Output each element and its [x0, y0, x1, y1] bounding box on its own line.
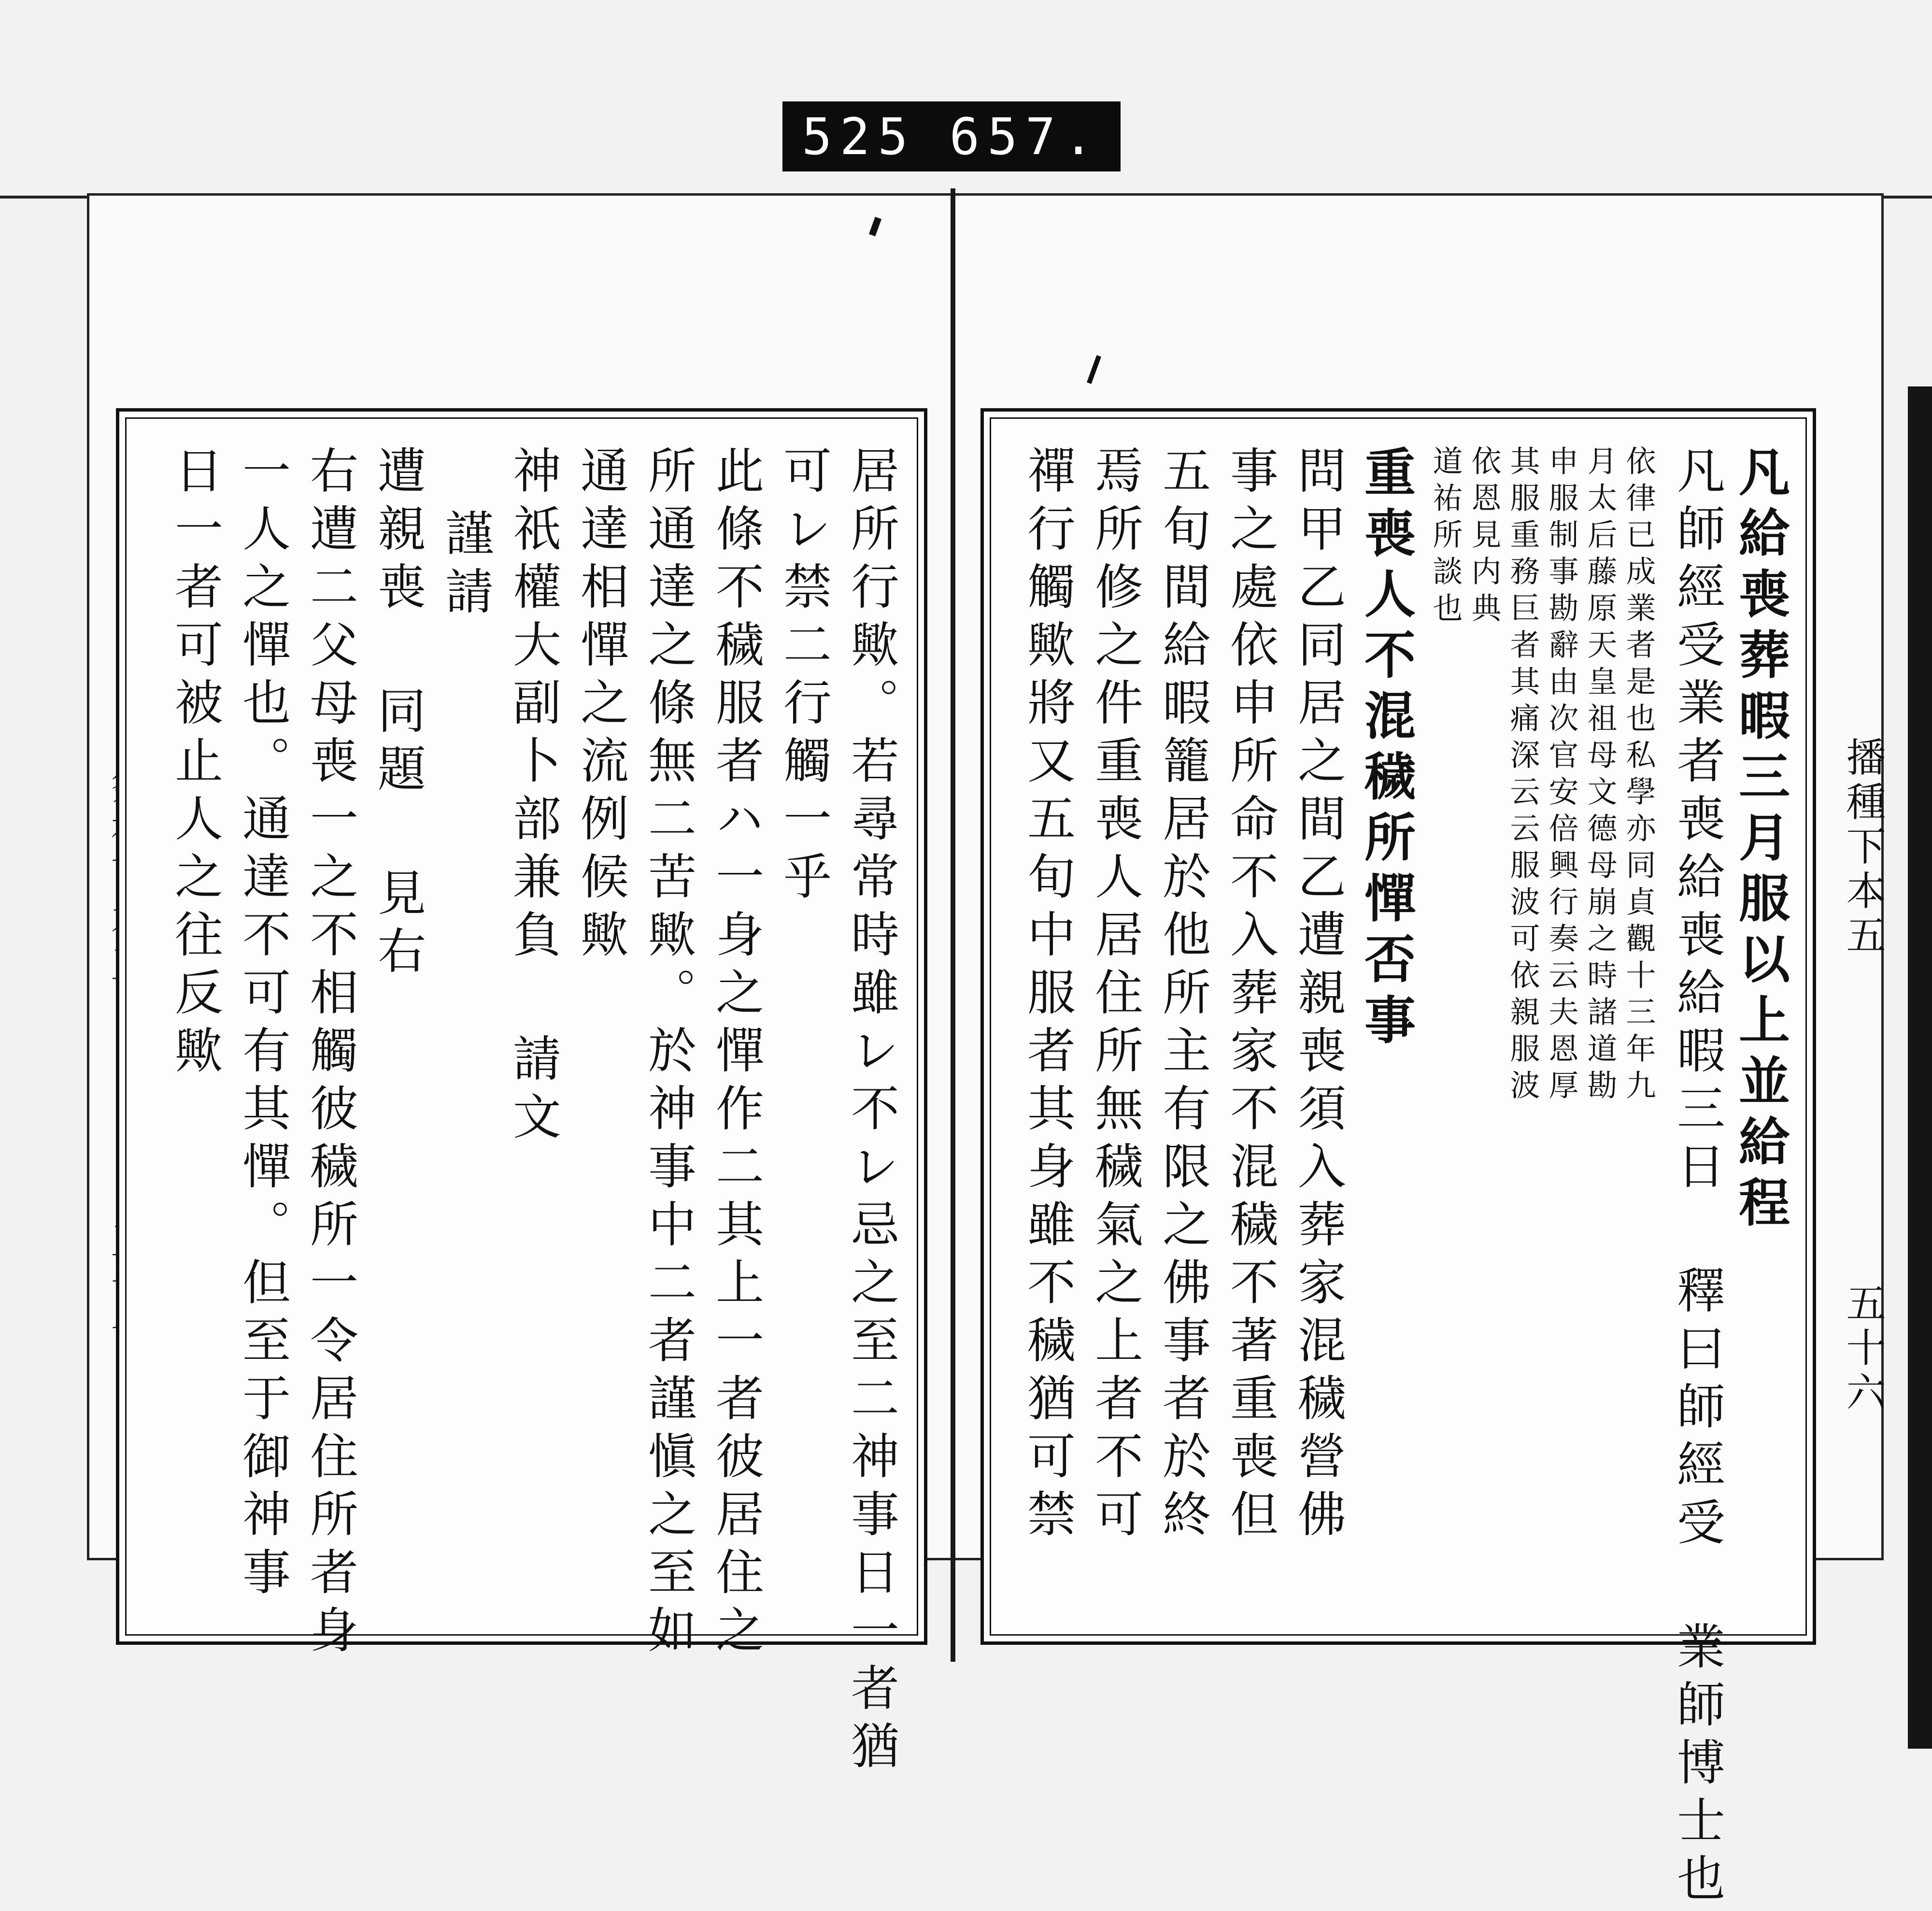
left-col-5: 通達相憚之流例候歟 — [572, 445, 629, 967]
archive-label — [782, 101, 1121, 171]
left-page — [87, 193, 956, 1779]
right-col-9: 重喪人不混穢所憚否事 — [1356, 445, 1417, 1054]
right-col-2: 凡師經受業者喪給喪給暇三日 釋曰師經受 業師博士也 — [1669, 445, 1725, 1911]
ink-mark — [869, 217, 881, 236]
right-col-7: 依恩見内典 — [1466, 445, 1502, 629]
left-col-3: 此條不穢服者ハ一身之憚作二其上一者彼居住之 — [708, 445, 764, 1663]
right-col-3: 依律已成業者是也私學亦同貞觀十三年九 — [1621, 445, 1656, 1106]
left-col-4: 所通達之條無二苦歟。於神事中二者謹愼之至如 — [640, 445, 696, 1663]
right-margin-title: 播種下本五 — [1840, 737, 1886, 959]
right-col-14: 禪行觸歟將又五旬中服者其身雖不穢猶可禁 — [1019, 445, 1076, 1547]
right-col-13: 焉所修之件重喪人居住所無穢氣之上者不可 — [1087, 445, 1143, 1547]
left-col-6: 神祇權大副卜部兼負 請文 — [505, 445, 561, 1149]
right-col-10: 問甲乙同居之間乙遭親喪須入葬家混穢營佛 — [1290, 445, 1346, 1547]
right-col-11: 事之處依申所命不入葬家不混穢不著重喪但 — [1222, 445, 1279, 1547]
right-col-12: 五旬間給暇籠居於他所主有限之佛事者於終 — [1154, 445, 1211, 1547]
left-col-7: 謹請 — [437, 508, 494, 624]
right-col-4: 月太后藤原天皇祖母文德母崩之時諸道勘 — [1582, 445, 1618, 1106]
book-spread — [87, 193, 1886, 1911]
right-col-8: 道祐所談也 — [1428, 445, 1463, 629]
label-right-number: 657. — [949, 107, 1101, 166]
book-gutter — [951, 188, 955, 1662]
left-col-2: 可レ禁二行觸一乎 — [775, 445, 832, 909]
right-col-5: 申服制事勘辭由次官安倍興行奏云夫恩厚 — [1544, 445, 1579, 1106]
right-col-1: 凡給喪葬暇三月服以上並給程 — [1731, 445, 1791, 1237]
left-top-blank — [89, 196, 956, 408]
left-col-11: 日一者可被止人之往反歟 — [167, 445, 223, 1083]
right-edge-shadow — [1908, 386, 1932, 1749]
right-page — [956, 193, 1886, 1911]
right-margin-page-number: 五十六 — [1840, 1283, 1886, 1416]
label-left-number: 525 — [802, 107, 916, 166]
left-text-frame — [116, 408, 927, 1779]
right-top-blank — [956, 196, 1881, 408]
left-col-10: 一人之憚也。通達不可有其憚。但至于御神事 — [234, 445, 291, 1605]
left-col-8: 遭親喪 同題 見右 — [369, 445, 426, 984]
ink-mark — [1087, 355, 1101, 384]
left-col-9: 右遭二父母喪一之不相觸彼穢所一令居住所者身 — [302, 445, 358, 1663]
left-col-1: 居所行歟。若尋常時雖レ不レ忌之至二神事日一者猶 — [843, 445, 899, 1779]
right-col-6: 其服重務巨者其痛深云云服波可依親服波 — [1505, 445, 1540, 1106]
right-text-frame — [980, 408, 1816, 1911]
